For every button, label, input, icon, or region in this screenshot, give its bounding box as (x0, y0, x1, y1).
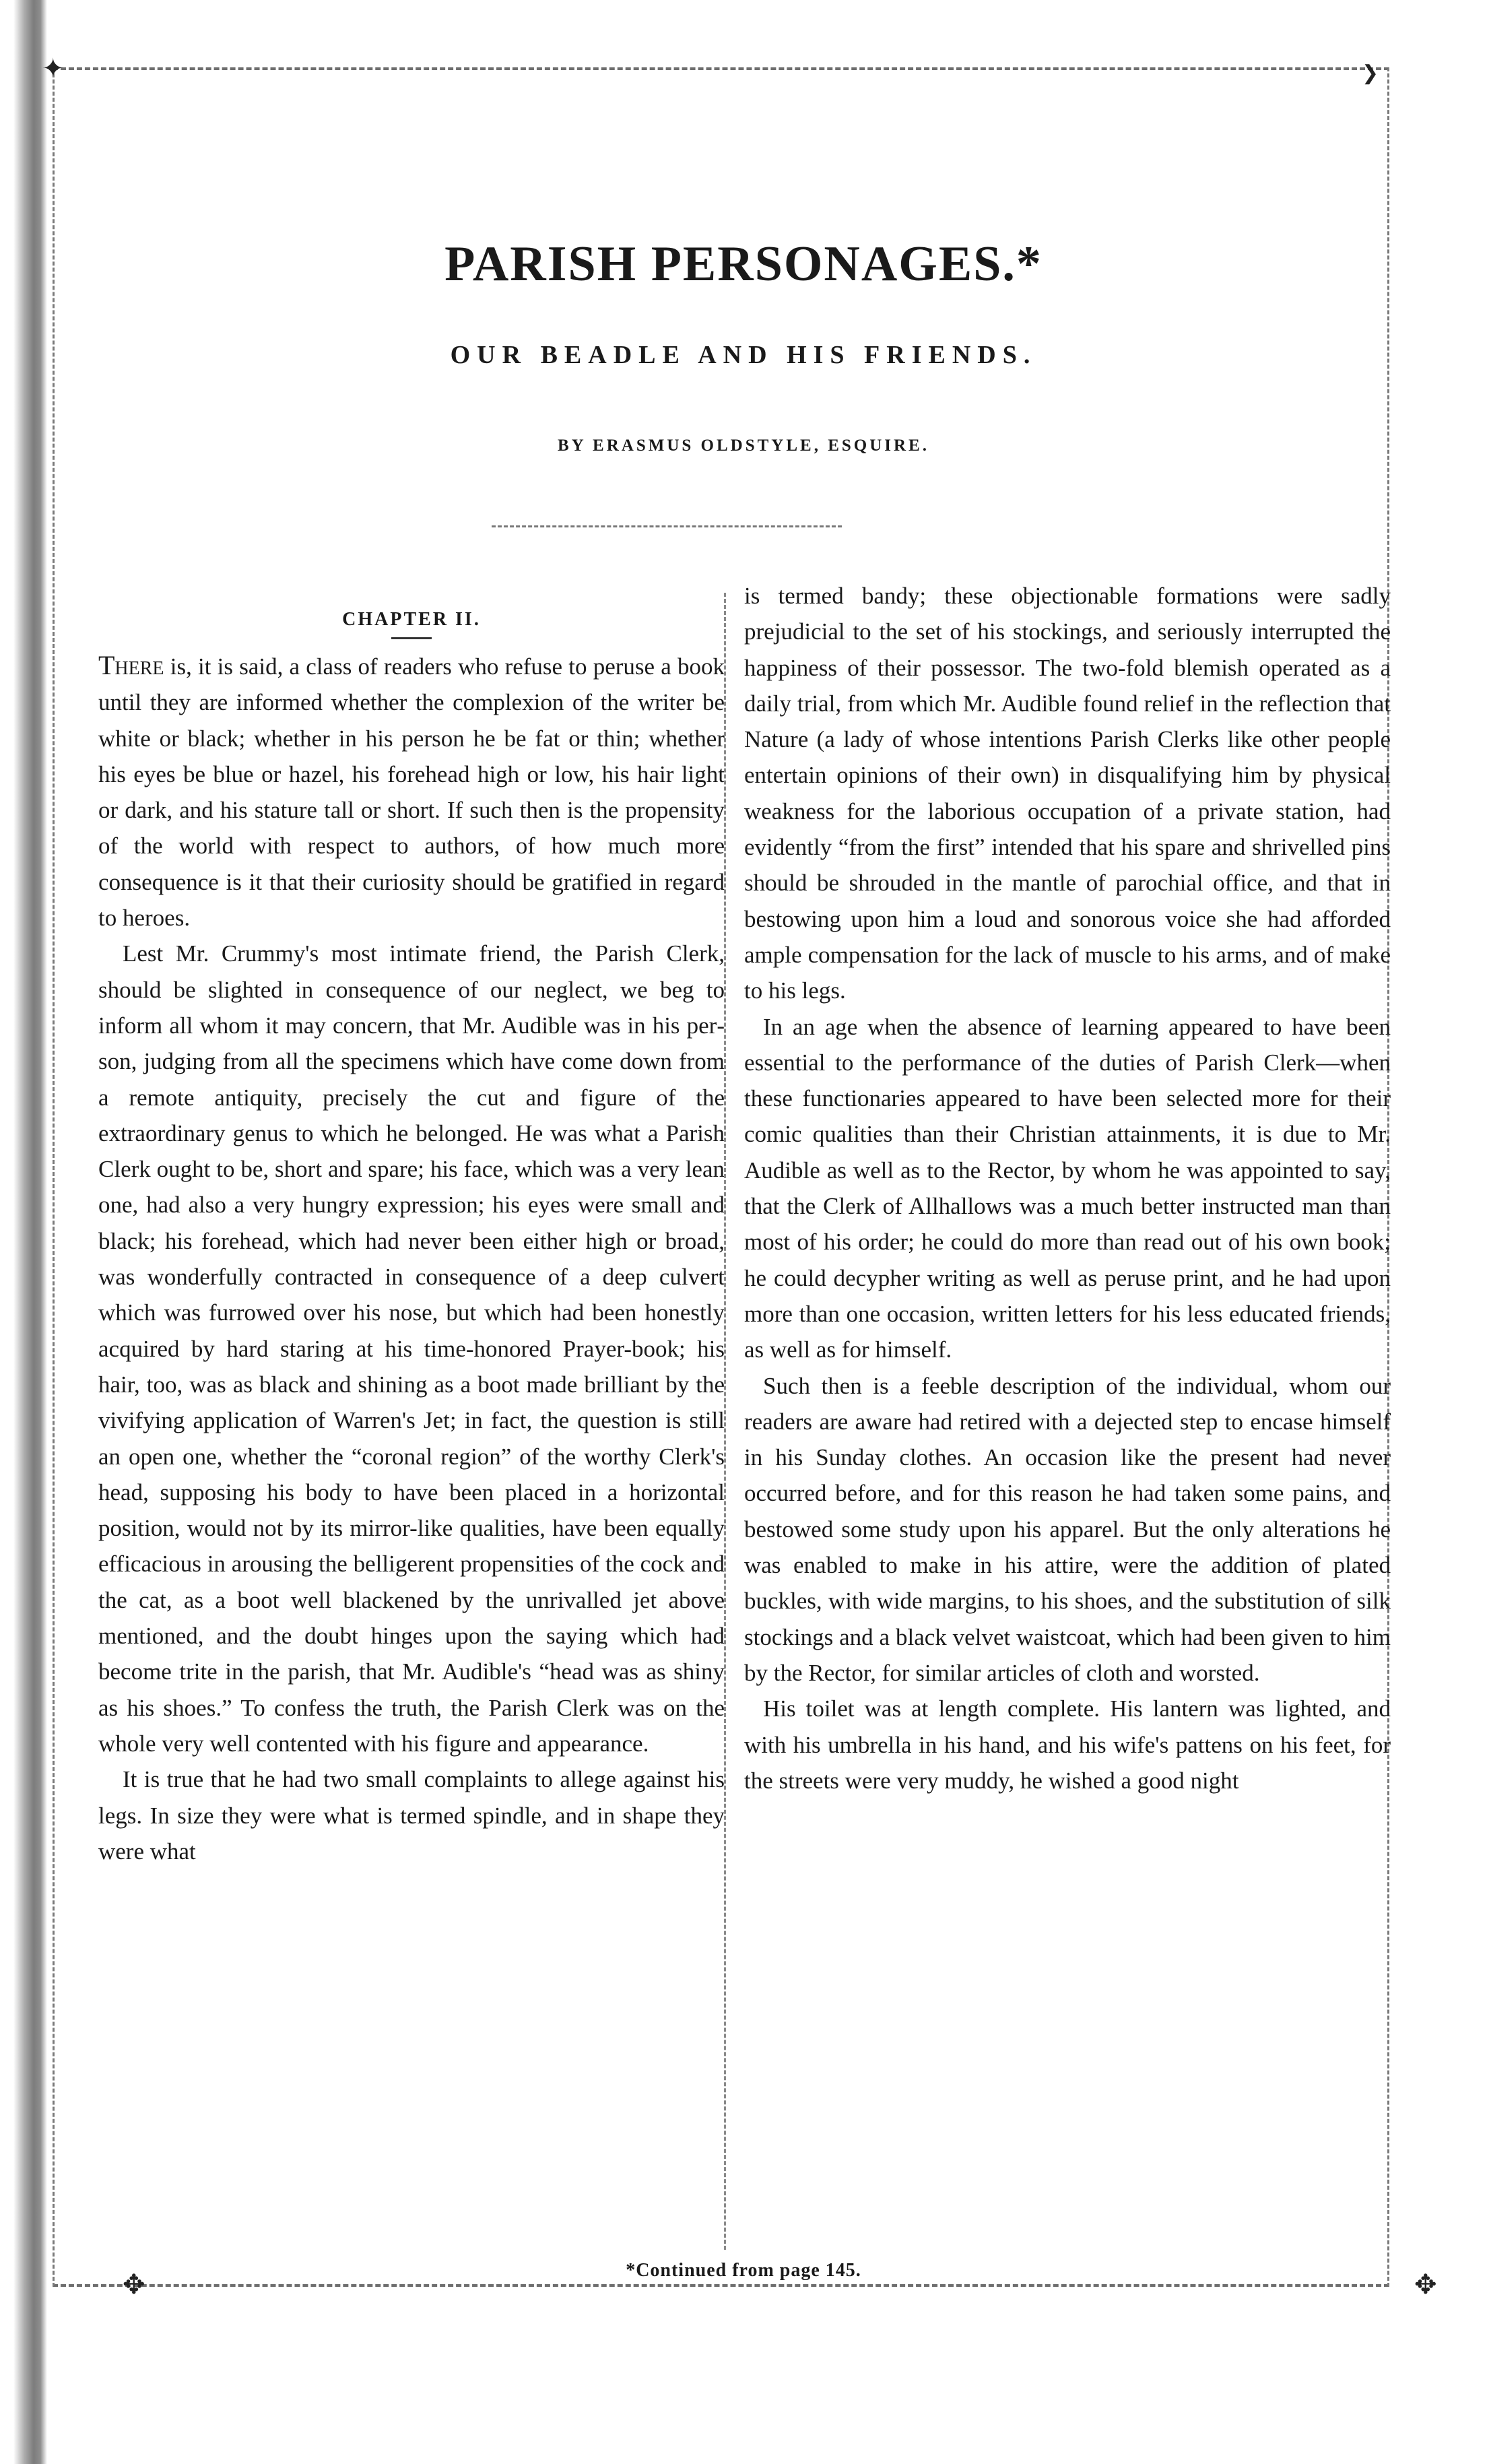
paragraph: is termed bandy; these objectionable formations were sadly prejudicial to the set of his stockings, and seriously interrupted the happiness of their possessor. The two-fold blemish operated as a daily trial, from which Mr. Audible found relief in the reflection that Nature (a lady of whose intentions Parish Clerks like other people entertain opinions of their own) in disqualifying him by physical weakness for the laborious occupation of a private station, had evidently “from the first” intended that his spare and shrivelled pins should be shrouded in the mantle of parochial office, and that in bestowing upon him a loud and sonorous voice she had afforded ample compensation for the lack of muscle to his arms, and of make to his legs. (744, 583, 1391, 1004)
paragraph: His toilet was at length complete. His lantern was lighted, and with his umbrella in his hand, and his wife's pattens on his feet, for the streets were very muddy, he wished a good night (744, 1695, 1391, 1794)
corner-ornament-icon: ✥ (123, 2269, 145, 2300)
footnote: *Continued from page 145. (626, 2260, 861, 2281)
paragraph: Such then is a feeble description of the individual, whom our readers are aware had retired with a dejected step to encase himself in his Sunday clothes. An occasion like the present had never occurred before, and for this reason he had taken some pains, and bestowed some study upon his apparel. But the only alterations he was enabled to make in his attire, were the addition of plated buckles, with wide margins, to his shoes, and the substitution of silk stockings and a black velvet waistcoat, which had been given to him by the Rector, for similar articles of cloth and worsted. (744, 1372, 1391, 1686)
paragraph: It is true that he had two small complaints to allege against his legs. In size they were what is termed spindle, and in shape they were what (98, 1766, 725, 1865)
right-column (744, 578, 1391, 1798)
paragraph: In an age when the absence of learning appeared to have been essential to the performance of the duties of Parish Clerk—when these functionaries appeared to have been selected more for their comic qualities than their Christian attainments, it is due to Mr. Audible as well as to the Rector, by whom he was appointed to say, that the Clerk of Allhallows was a much better instructed man than most of his order; he could do more than read out of his own book; he could decypher writing as well as peruse print, and he had upon more than one occasion, written letters for his less educated friends, as well as for himself. (744, 1013, 1391, 1363)
paragraph (98, 647, 725, 936)
corner-ornament-icon: ✥ (1414, 2269, 1437, 2300)
paragraph-text: is, it is said, a class of readers who refuse to peruse a book until they are informed whether the complexion of the writer be white or black; whether in his person he be fat or thin; whether his eyes be blue or hazel, his forehead high or low, his hair light or dark, and his stature tall or short. If such then is the propensity of the world with respect to authors, of how much more consequence is it that their curiosity should be gratified in regard to heroes. (98, 653, 725, 932)
corner-ornament-icon: ✦ (42, 53, 65, 84)
left-column (98, 586, 725, 1869)
column-divider (724, 593, 726, 2250)
chapter-heading: CHAPTER II. (342, 609, 481, 630)
author-byline: BY ERASMUS OLDSTYLE, ESQUIRE. (558, 436, 929, 455)
title-divider (492, 525, 842, 527)
drop-word: There (98, 650, 164, 680)
page-subtitle: OUR BEADLE AND HIS FRIENDS. (450, 341, 1037, 369)
corner-ornament-icon: ❯ (1362, 62, 1379, 84)
chapter-dash (391, 637, 432, 639)
paragraph: Lest Mr. Crummy's most intimate friend, the Parish Clerk, should be slighted in consequence of our neglect, we beg to inform all whom it may concern, that Mr. Audible was in his person, judging from all the specimens which have come down from a remote antiquity, precisely the cut and figure of the extraordinary genus to which he belonged. He was what a Parish Clerk ought to be, short and spare; his face, which was a very lean one, had also a very hungry expression; his eyes were small and black; his forehead, which had never been either high or broad, was wonderfully contracted in consequence of a deep culvert which was furrowed over his nose, but which had been honestly acquired by hard staring at his time-honored Prayer-book; his hair, too, was as black and shining as a boot made brilliant by the vivifying application of Warren's Jet; in fact, the question is still an open one, whether the “coronal region” of the worthy Clerk's head, supposing his body to have been placed in a horizontal position, would not by its mirror-like qualities, have been equally efficacious in arousing the belligerent propensities of the cock and the cat, as a boot well blackened by the unrivalled jet above mentioned, and the doubt hinges upon the saying which had become trite in the parish, that Mr. Audible's “head was as shiny as his shoes.” To confess the truth, the Parish Clerk was on the whole very well contented with his figure and appearance. (98, 940, 725, 1757)
page-title: PARISH PERSONAGES.* (444, 236, 1043, 292)
